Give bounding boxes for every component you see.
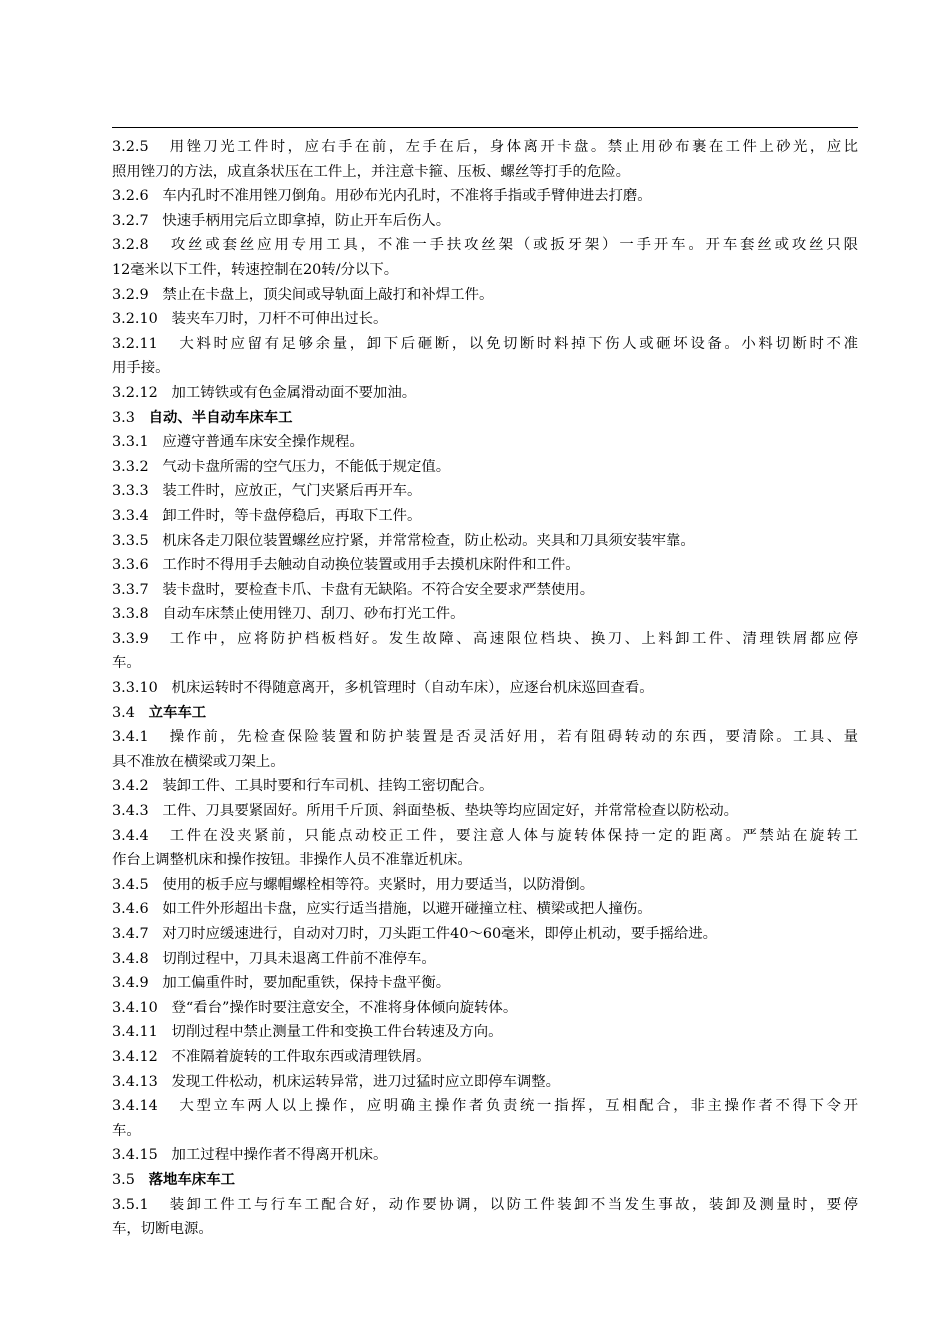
clause-line xyxy=(112,381,858,406)
number-gap xyxy=(149,877,163,893)
clause-number: 3.4.4 xyxy=(112,827,149,844)
number-gap xyxy=(149,582,163,598)
clause-text: 加工偏重件时，要加配重铁，保持卡盘平衡。 xyxy=(162,975,451,992)
clause-continuation-line xyxy=(112,750,858,775)
number-gap xyxy=(135,705,149,721)
clause-text: 大料时应留有足够余量，卸下后砸断，以免切断时料掉下伤人或砸坏设备。小料切断时不准 xyxy=(179,335,858,352)
number-gap xyxy=(158,680,172,696)
clause-text: 应遵守普通车床安全操作规程。 xyxy=(162,434,364,451)
clause-number: 3.4.5 xyxy=(112,876,149,893)
clause-line xyxy=(112,504,858,529)
number-gap xyxy=(149,803,163,819)
clause-text: 照用锉刀的方法，成直条状压在工件上，并注意卡箍、压板、螺丝等打手的危险。 xyxy=(112,163,631,180)
clause-number: 3.4.8 xyxy=(112,950,149,967)
clause-text: 操作前，先检查保险装置和防护装置是否灵活好用，若有阻碍转动的东西，要清除。工具、量 xyxy=(169,729,858,746)
clause-line xyxy=(112,307,858,332)
clause-number: 3.4.12 xyxy=(112,1048,158,1065)
clause-number: 3.3.5 xyxy=(112,532,149,549)
number-gap xyxy=(149,483,163,499)
document-page xyxy=(112,127,858,1242)
clause-line xyxy=(112,479,858,504)
clause-number: 3.2.10 xyxy=(112,311,158,328)
number-gap xyxy=(135,1172,149,1188)
clause-number: 3.3.7 xyxy=(112,581,149,598)
clause-line xyxy=(112,184,858,209)
clause-text: 机床各走刀限位装置螺丝应拧紧，并常常检查，防止松动。夹具和刀具须安装牢靠。 xyxy=(162,532,695,549)
clause-number: 3.3.6 xyxy=(112,557,149,574)
clause-number: 3.2.12 xyxy=(112,384,158,401)
clause-text: 立车车工 xyxy=(148,703,207,721)
clause-number: 3.4.9 xyxy=(112,975,149,992)
clause-number: 3.3.1 xyxy=(112,434,149,451)
clause-number: 3.3.4 xyxy=(112,507,149,524)
section-heading xyxy=(112,701,858,726)
number-gap xyxy=(149,188,163,204)
number-gap xyxy=(149,901,163,917)
number-gap xyxy=(158,1098,180,1114)
number-gap xyxy=(149,459,163,475)
clause-line xyxy=(112,209,858,234)
clause-number: 3.5 xyxy=(112,1171,135,1188)
clause-text: 作台上调整机床和操作按钮。非操作人员不准靠近机床。 xyxy=(112,852,472,869)
clause-number: 3.4.7 xyxy=(112,926,149,942)
number-gap xyxy=(158,1049,172,1065)
clause-number: 3.4.11 xyxy=(112,1024,158,1041)
clause-line xyxy=(112,996,858,1021)
clause-text: 大型立车两人以上操作，应明确主操作者负责统一指挥，互相配合，非主操作者不得下令开 xyxy=(179,1098,858,1115)
document-body xyxy=(112,135,858,1242)
header-rule xyxy=(112,127,858,128)
clause-text: 车。 xyxy=(112,1122,141,1139)
number-gap xyxy=(149,778,163,794)
clause-number: 3.2.9 xyxy=(112,286,149,303)
clause-text: 加工过程中操作者不得离开机床。 xyxy=(171,1147,388,1164)
number-gap xyxy=(158,1000,172,1016)
clause-number: 3.4.3 xyxy=(112,803,149,820)
clause-line xyxy=(112,897,858,922)
clause-text: 装卡盘时，要检查卡爪、卡盘有无缺陷。不符合安全要求严禁使用。 xyxy=(162,581,595,598)
number-gap xyxy=(149,237,171,253)
clause-number: 3.2.8 xyxy=(112,237,149,254)
clause-text: 切削过程中禁止测量工件和变换工件台转速及方向。 xyxy=(171,1024,503,1041)
clause-number: 3.4.1 xyxy=(112,729,149,746)
clause-text: 车内孔时不准用锉刀倒角。用砂布光内孔时，不准将手指或手臂伸进去打磨。 xyxy=(162,188,652,205)
clause-line xyxy=(112,824,858,849)
number-gap xyxy=(149,606,163,622)
clause-text: 车。 xyxy=(112,655,141,672)
section-heading xyxy=(112,406,858,431)
clause-text: 气动卡盘所需的空气压力，不能低于规定值。 xyxy=(162,458,451,475)
clause-line xyxy=(112,676,858,701)
clause-line xyxy=(112,922,858,947)
number-gap xyxy=(149,557,163,573)
clause-line xyxy=(112,529,858,554)
clause-line xyxy=(112,430,858,455)
clause-line xyxy=(112,578,858,603)
clause-continuation-line xyxy=(112,848,858,873)
number-gap xyxy=(149,434,163,450)
clause-text: 自动、半自动车床车工 xyxy=(148,408,293,426)
section-heading xyxy=(112,1168,858,1193)
clause-text: 不准隔着旋转的工件取东西或清理铁屑。 xyxy=(171,1048,431,1065)
clause-text: 攻丝或套丝应用专用工具，不准一手扶攻丝架（或扳牙架）一手开车。开车套丝或攻丝只限 xyxy=(170,237,858,254)
number-gap xyxy=(149,828,170,844)
clause-text: 车，切断电源。 xyxy=(112,1221,213,1238)
clause-line xyxy=(112,553,858,578)
clause-text: 快速手柄用完后立即拿掉，防止开车后伤人。 xyxy=(162,212,451,229)
clause-text: 工作时不得用手去触动自动换位装置或用手去摸机床附件和工件。 xyxy=(162,557,580,574)
clause-continuation-line xyxy=(112,1217,858,1242)
clause-line xyxy=(112,135,858,160)
clause-text: 用锉刀光工件时，应右手在前，左手在后，身体离开卡盘。禁止用砂布裹在工件上砂光，应比 xyxy=(169,139,858,155)
clause-line xyxy=(112,602,858,627)
clause-text: 工件在没夹紧前，只能点动校正工件，要注意人体与旋转体保持一定的距离。严禁站在旋转工 xyxy=(169,827,858,844)
clause-text: 加工铸铁或有色金属滑动面不要加油。 xyxy=(171,384,417,401)
clause-line xyxy=(112,332,858,357)
number-gap xyxy=(149,729,170,745)
number-gap xyxy=(149,139,170,155)
clause-text: 发现工件松动，机床运转异常，进刀过猛时应立即停车调整。 xyxy=(171,1073,561,1090)
number-gap xyxy=(149,1197,170,1213)
clause-number: 3.2.5 xyxy=(112,139,149,155)
clause-line xyxy=(112,1070,858,1095)
number-gap xyxy=(158,311,172,327)
number-gap xyxy=(149,975,163,991)
clause-number: 3.4 xyxy=(112,704,135,721)
number-gap xyxy=(158,1074,172,1090)
number-gap xyxy=(158,336,180,352)
clause-line xyxy=(112,947,858,972)
clause-continuation-line xyxy=(112,651,858,676)
clause-text: 禁止在卡盘上，顶尖间或导轨面上敲打和补焊工件。 xyxy=(162,286,494,303)
clause-number: 3.4.10 xyxy=(112,999,158,1016)
clause-text: 用手接。 xyxy=(112,360,170,377)
clause-text: 自动车床禁止使用锉刀、刮刀、砂布打光工件。 xyxy=(162,606,465,623)
clause-line xyxy=(112,971,858,996)
clause-number: 3.4.6 xyxy=(112,901,149,918)
clause-number: 3.2.6 xyxy=(112,188,149,205)
clause-text: 对刀时应缓速进行，自动对刀时，刀头距工件40～60毫米，即停止机动，要手摇给进。 xyxy=(162,926,718,942)
clause-line xyxy=(112,799,858,824)
clause-number: 3.2.7 xyxy=(112,212,149,229)
clause-line xyxy=(112,873,858,898)
clause-number: 3.3.8 xyxy=(112,606,149,623)
clause-text: 如工件外形超出卡盘，应实行适当措施，以避开碰撞立柱、横梁或把人撞伤。 xyxy=(162,901,652,918)
clause-line xyxy=(112,725,858,750)
clause-number: 3.3.9 xyxy=(112,630,149,647)
number-gap xyxy=(158,1147,172,1163)
number-gap xyxy=(158,385,172,401)
clause-continuation-line xyxy=(112,356,858,381)
clause-number: 3.4.13 xyxy=(112,1073,158,1090)
clause-continuation-line xyxy=(112,1119,858,1144)
number-gap xyxy=(149,287,163,303)
clause-number: 3.4.15 xyxy=(112,1147,158,1164)
clause-number: 3.4.14 xyxy=(112,1098,158,1115)
clause-text: 切削过程中，刀具未退离工件前不准停车。 xyxy=(162,950,436,967)
clause-number: 3.5.1 xyxy=(112,1196,149,1213)
clause-line xyxy=(112,1193,858,1218)
clause-text: 12毫米以下工件，转速控制在20转/分以下。 xyxy=(112,261,399,278)
clause-text: 具不准放在横梁或刀架上。 xyxy=(112,753,285,770)
clause-text: 装卸工件、工具时要和行车司机、挂钩工密切配合。 xyxy=(162,778,494,795)
clause-text: 卸工件时，等卡盘停稳后，再取下工件。 xyxy=(162,507,422,524)
clause-line xyxy=(112,1143,858,1168)
number-gap xyxy=(149,631,170,647)
clause-number: 3.3.2 xyxy=(112,458,149,475)
clause-line xyxy=(112,774,858,799)
clause-text: 机床运转时不得随意离开，多机管理时（自动车床），应逐台机床巡回查看。 xyxy=(171,680,654,697)
clause-continuation-line xyxy=(112,160,858,185)
number-gap xyxy=(149,213,163,229)
clause-number: 3.3 xyxy=(112,409,135,426)
clause-text: 装工件时，应放正，气门夹紧后再开车。 xyxy=(162,483,422,500)
clause-line xyxy=(112,627,858,652)
clause-line xyxy=(112,1020,858,1045)
clause-line xyxy=(112,1045,858,1070)
clause-text: 工件、刀具要紧固好。所用千斤顶、斜面垫板、垫块等均应固定好，并常常检查以防松动。 xyxy=(162,803,738,820)
number-gap xyxy=(135,410,149,426)
clause-line xyxy=(112,1094,858,1119)
clause-text: 使用的板手应与螺帽螺栓相等符。夹紧时，用力要适当，以防滑倒。 xyxy=(162,876,595,893)
clause-line xyxy=(112,283,858,308)
clause-number: 3.2.11 xyxy=(112,335,158,352)
clause-line xyxy=(112,233,858,258)
number-gap xyxy=(149,951,163,967)
clause-text: 装夹车刀时，刀杆不可伸出过长。 xyxy=(171,311,388,328)
clause-continuation-line xyxy=(112,258,858,283)
number-gap xyxy=(158,1024,172,1040)
clause-number: 3.4.2 xyxy=(112,778,149,795)
clause-number: 3.3.3 xyxy=(112,483,149,500)
clause-text: 落地车床车工 xyxy=(148,1170,235,1188)
number-gap xyxy=(149,508,163,524)
number-gap xyxy=(149,533,163,549)
number-gap xyxy=(149,926,163,942)
clause-number: 3.3.10 xyxy=(112,680,158,697)
clause-text: 工作中，应将防护档板档好。发生故障、高速限位档块、换刀、上料卸工件、清理铁屑都应停 xyxy=(169,630,858,647)
clause-line xyxy=(112,455,858,480)
clause-text: 装卸工件工与行车工配合好，动作要协调，以防工件装卸不当发生事故，装卸及测量时，要停 xyxy=(169,1196,858,1213)
clause-text: 登“看台”操作时要注意安全，不准将身体倾向旋转体。 xyxy=(171,999,518,1016)
